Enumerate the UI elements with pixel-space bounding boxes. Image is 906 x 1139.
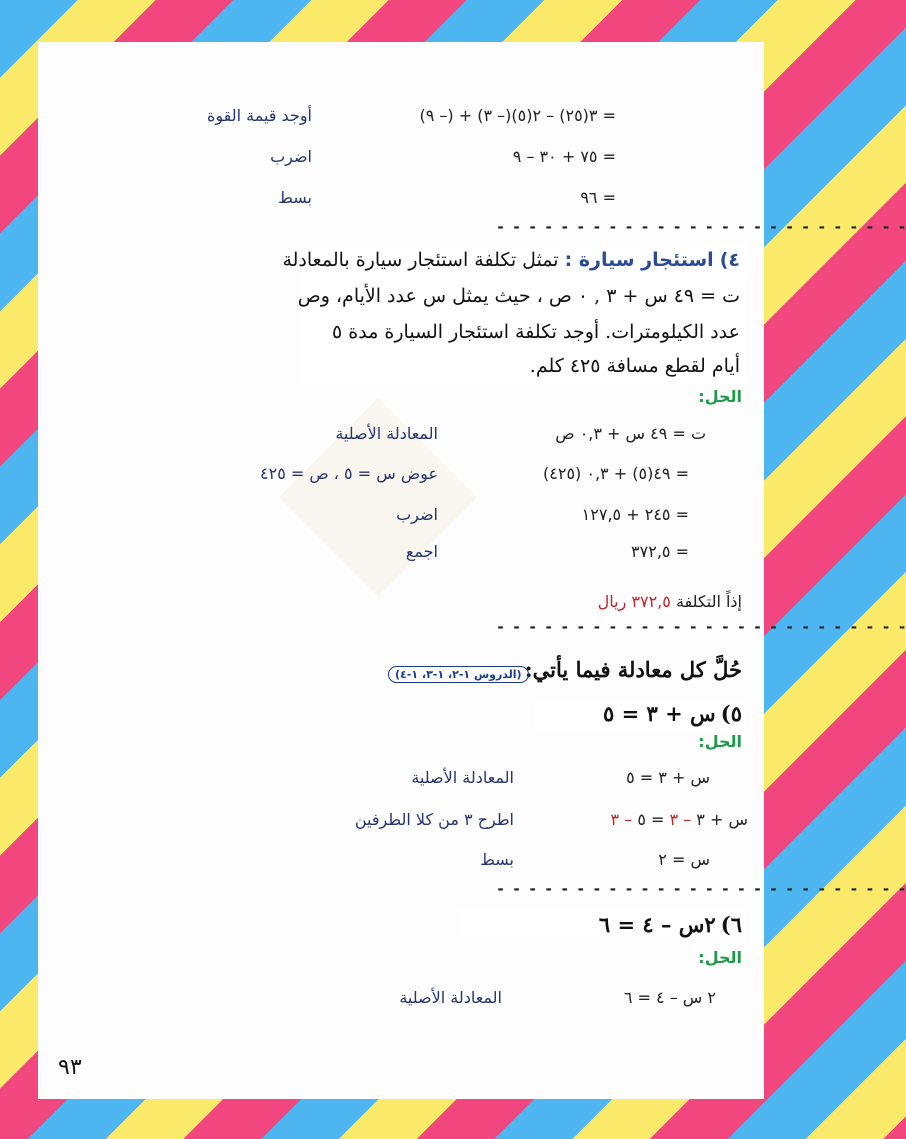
- prev-row1-step: أوجد قيمة القوة: [207, 106, 312, 125]
- problem5-label: الحل:: [698, 732, 742, 751]
- problem5-r3-step: بسط: [480, 850, 514, 869]
- prev-row2-step: اضرب: [270, 147, 312, 166]
- solution4-r4-step: اجمع: [405, 542, 438, 561]
- problem4-line1: [282, 242, 740, 278]
- r2-red2: – ٣: [610, 810, 633, 829]
- problem6-equation: ٢س – ٤ = ٦: [598, 912, 716, 937]
- prev-row1-expr: = ٣(٢٥) – ٢(٥)(– ٣) + (– ٩): [419, 106, 616, 125]
- prev-row2-expr: = ٧٥ + ٣٠ – ٩: [512, 147, 616, 166]
- problem5-r2-expr: [611, 810, 748, 830]
- prev-row3-step: بسط: [278, 188, 312, 207]
- problem4-title: استئجار سيارة :: [564, 249, 714, 271]
- section-heading-text: حُلَّ كل معادلة فيما يأتي:: [524, 657, 742, 682]
- section-heading: [524, 657, 742, 682]
- problem5-r3-expr: س = ٢: [658, 850, 710, 869]
- problem4-number: ٤): [719, 249, 740, 271]
- page-sheet: [38, 42, 906, 1099]
- solution4-r2-step: عوض س = ٥ ، ص = ٤٢٥: [260, 464, 438, 483]
- r2-lhs: س + ٣: [696, 810, 748, 829]
- problem4-text2: ت = ٤٩ س + ٣ , ٠ ص ، حيث يمثل س عدد الأيام، وص: [297, 285, 740, 307]
- problem6-r1-expr: ٢ س – ٤ = ٦: [623, 988, 716, 1007]
- separator-2: - - - - - - - - - - - - - - - - - - - - - - - - - -: [496, 618, 906, 636]
- problem5-r1-step: المعادلة الأصلية: [411, 768, 514, 787]
- prev-row3-expr: = ٩٦: [580, 188, 616, 207]
- problem4-box: [282, 242, 746, 384]
- conclusion-value: ٣٧٢,٥ ريال: [597, 592, 671, 611]
- problem4-text4: أيام لقطع مسافة ٤٢٥ كلم.: [529, 355, 740, 377]
- watermark-book-icon: [268, 387, 488, 607]
- problem5-title: [603, 701, 742, 726]
- conclusion-prefix: إذاً التكلفة: [675, 592, 742, 611]
- solution4-r4-expr: = ٣٧٢,٥: [631, 542, 689, 561]
- solution4-label: الحل:: [698, 387, 742, 406]
- r2-red1: – ٣: [669, 810, 692, 829]
- problem5-r2-step: اطرح ٣ من كلا الطرفين: [354, 810, 514, 829]
- solution4-r3-step: اضرب: [396, 505, 438, 524]
- r2-mid: = ٥: [637, 810, 665, 829]
- separator-1: - - - - - - - - - - - - - - - - - - - - - - - - - -: [496, 218, 906, 236]
- solution4-r2-expr: = ٤٩(٥) + ٠,٣ (٤٢٥): [543, 464, 689, 483]
- solution4-r1-step: المعادلة الأصلية: [335, 424, 438, 443]
- solution4-r1-expr: ت = ٤٩ س + ٠,٣ ص: [555, 424, 706, 443]
- lessons-tag: (الدروس ١-٢، ١-٣، ١-٤): [388, 666, 529, 683]
- solution4-r3-expr: = ٢٤٥ + ١٢٧,٥: [581, 505, 689, 524]
- problem6-number: ٦): [720, 912, 742, 937]
- problem4-text1: تمثل تكلفة استئجار سيارة بالمعادلة: [282, 249, 559, 271]
- separator-3: - - - - - - - - - - - - - - - - - - - - - - - - - -: [496, 880, 906, 898]
- problem4-text3: عدد الكيلومترات. أوجد تكلفة استئجار السيارة مدة ٥: [332, 321, 740, 343]
- problem5-number: ٥): [720, 701, 742, 726]
- page-number: ٩٣: [58, 1055, 82, 1080]
- problem5-r1-expr: س + ٣ = ٥: [626, 768, 710, 787]
- problem6-r1-step: المعادلة الأصلية: [399, 988, 502, 1007]
- problem6-title: [598, 912, 742, 937]
- problem6-label: الحل:: [698, 948, 742, 967]
- solution4-conclusion: [598, 592, 742, 612]
- problem5-equation: س + ٣ = ٥: [603, 701, 716, 726]
